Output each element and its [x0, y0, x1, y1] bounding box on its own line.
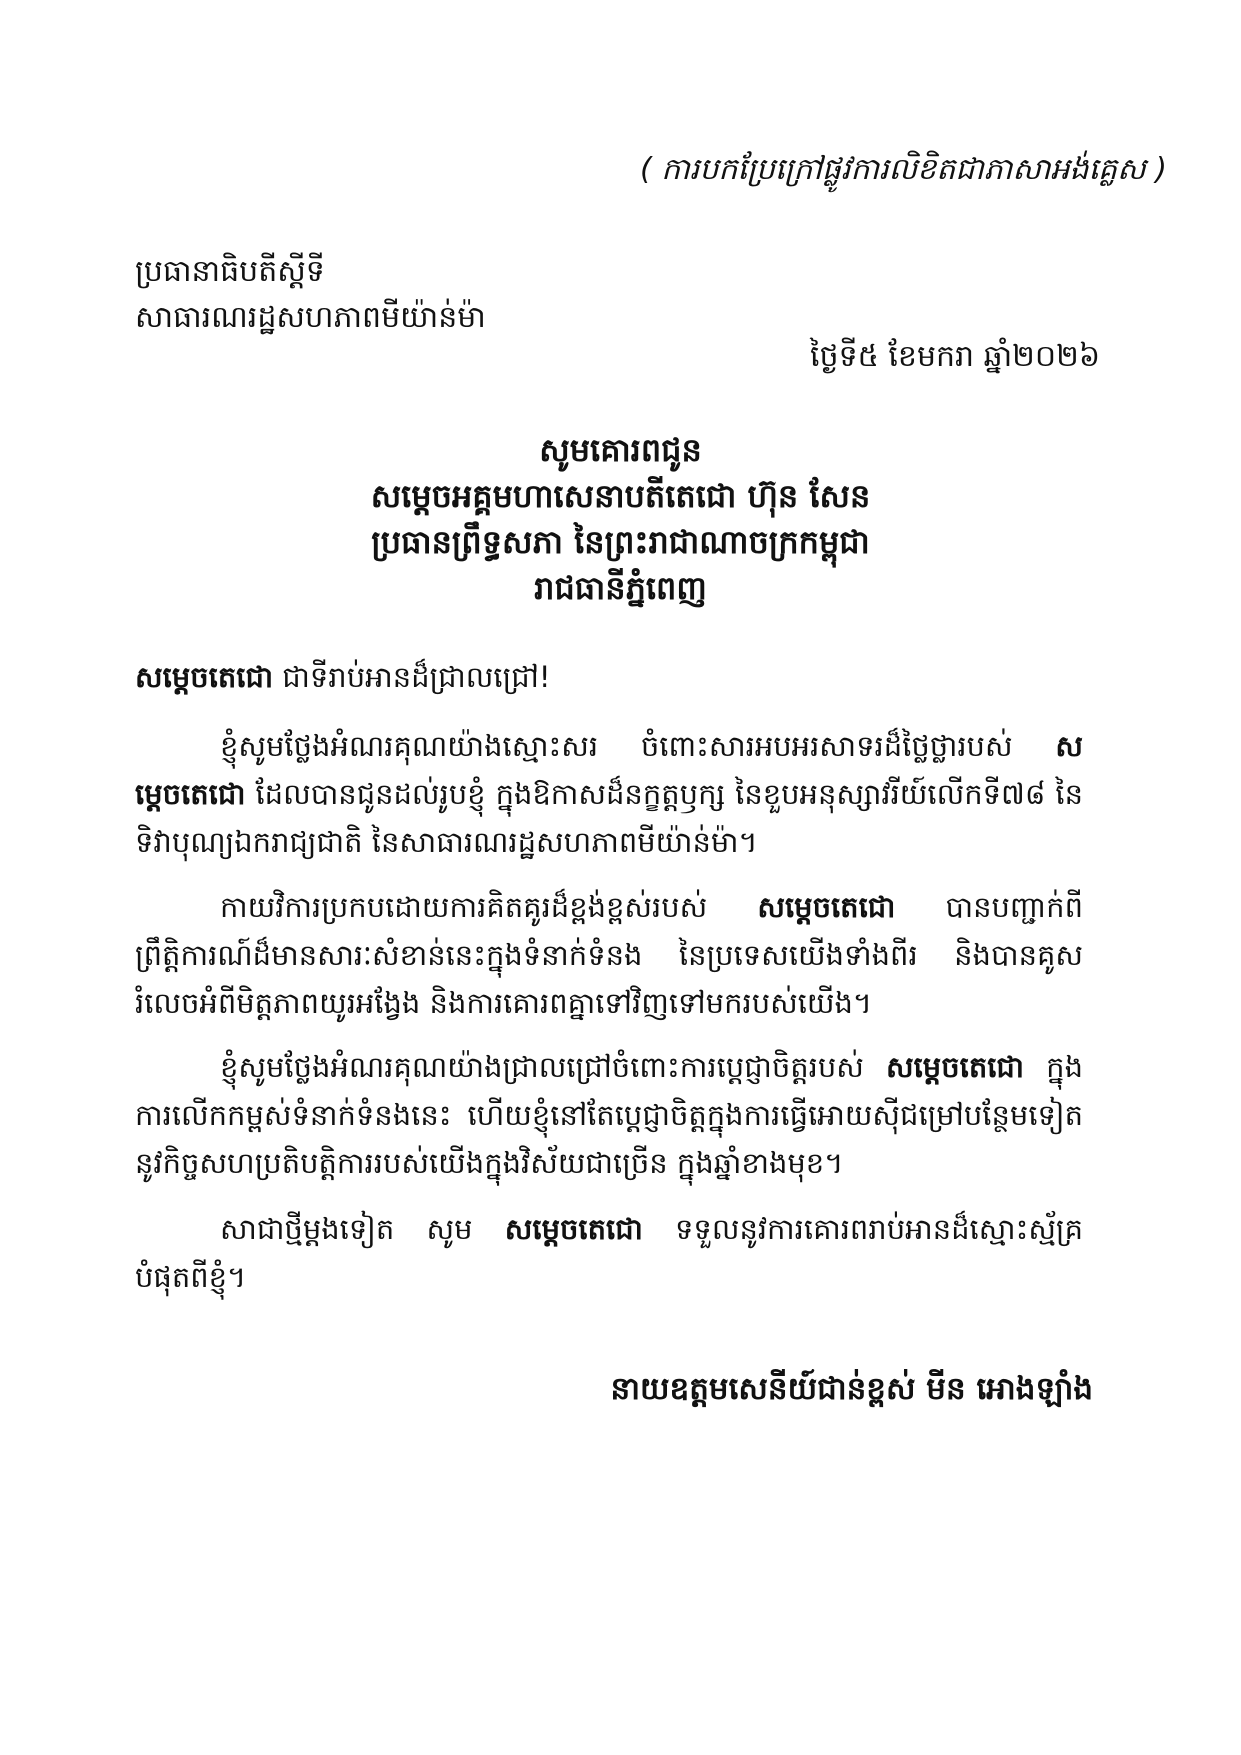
recipient-heading-line-1: សូមគោរពជូន [539, 431, 702, 469]
recipient-heading-line-3: ប្រធានព្រឹទ្ធសភា នៃព្រះរាជាណាចក្រកម្ពុជា [371, 523, 870, 561]
recipient-heading-line-2: សម្តេចអគ្គមហាសេនាបតីតេជោ ហ៊ុន សែន [370, 477, 871, 515]
paragraph-text: ខ្ញុំសូមថ្លែងអំណរគុណយ៉ាងជ្រាលជ្រៅចំពោះការប្តេជ្ញាចិត្តរបស់ [220, 1050, 886, 1084]
salutation-rest: ជាទីរាប់អានដ៏ជ្រាលជ្រៅ! [273, 660, 551, 694]
sender-country: សាធារណរដ្ឋសហភាពមីយ៉ាន់ម៉ា [135, 300, 486, 335]
paragraph-text: កាយវិការប្រកបដោយការគិតគូរដ៏ខ្ពង់ខ្ពស់របស់ [220, 890, 758, 924]
signature: នាយឧត្តមសេនីយ៍ជាន់ខ្ពស់ មីន អោងឡាំង [610, 1371, 1093, 1407]
body-paragraph-1 [135, 722, 1083, 866]
salutation [135, 660, 551, 702]
paragraph-text: ខ្ញុំសូមថ្លែងអំណរគុណយ៉ាងស្មោះសរ ចំពោះសារអបអរសាទរដ៏ថ្លៃថ្លារបស់ [220, 729, 1056, 763]
body-paragraph-3 [135, 1043, 1083, 1187]
paragraph-emphasis: សម្តេចតេជោ [135, 729, 1083, 811]
recipient-heading-line-4: រាជធានីភ្នំពេញ [534, 569, 707, 607]
paragraph-text: សាជាថ្មីម្តងទៀត សូម [220, 1212, 505, 1246]
paragraph-text: ក្នុងការលើកកម្ពស់ទំនាក់ទំនងនេះ ហើយខ្ញុំនៅតែប្តេជ្ញាចិត្តក្នុងការធ្វើអោយស៊ីជម្រៅបន្ថែមទៀតនូវកិច្ចសហប្រតិបត្តិការរបស់យើងក្នុងវិស័យជាច្រើន ក្នុងឆ្នាំខាងមុខ។ [135, 1050, 1083, 1180]
sender-title: ប្រធានាធិបតីស្តីទី [135, 254, 325, 289]
paragraph-text: ដែលបានជូនដល់រូបខ្ញុំ ក្នុងឱកាសដ៏នក្ខត្តឫក្ស នៃខួបអនុស្សាវរីយ៍លើកទី៧៨ នៃទិវាបុណ្យឯករាជ្យជាតិ នៃសាធារណរដ្ឋសហភាពមីយ៉ាន់ម៉ា។ [135, 777, 1083, 859]
letter-date: ថ្ងៃទី៥ ខែមករា ឆ្នាំ២០២៦ [810, 339, 1101, 374]
translation-note: ( ការបកប្រែក្រៅផ្លូវការលិខិតជាភាសាអង់គ្លេស ) [640, 152, 1167, 187]
paragraph-emphasis: សម្តេចតេជោ [757, 890, 896, 924]
body-paragraph-4 [135, 1205, 1083, 1301]
body-paragraph-2 [135, 883, 1083, 1027]
paragraph-text: បានបញ្ជាក់ពីព្រឹត្តិការណ៍ដ៏មានសារៈសំខាន់នេះក្នុងទំនាក់ទំនង នៃប្រទេសយើងទាំងពីរ និងបានគូសរំលេចអំពីមិត្តភាពយូរអង្វែង និងការគោរពគ្នាទៅវិញទៅមករបស់យើង។ [135, 890, 1083, 1020]
paragraph-emphasis: សម្តេចតេជោ [885, 1050, 1025, 1084]
salutation-name: សម្តេចតេជោ [135, 660, 274, 694]
paragraph-text: ទទួលនូវការគោរពរាប់អានដ៏ស្មោះស្ម័គ្របំផុតពីខ្ញុំ។ [135, 1212, 1083, 1294]
paragraph-emphasis: សម្តេចតេជោ [504, 1212, 643, 1246]
